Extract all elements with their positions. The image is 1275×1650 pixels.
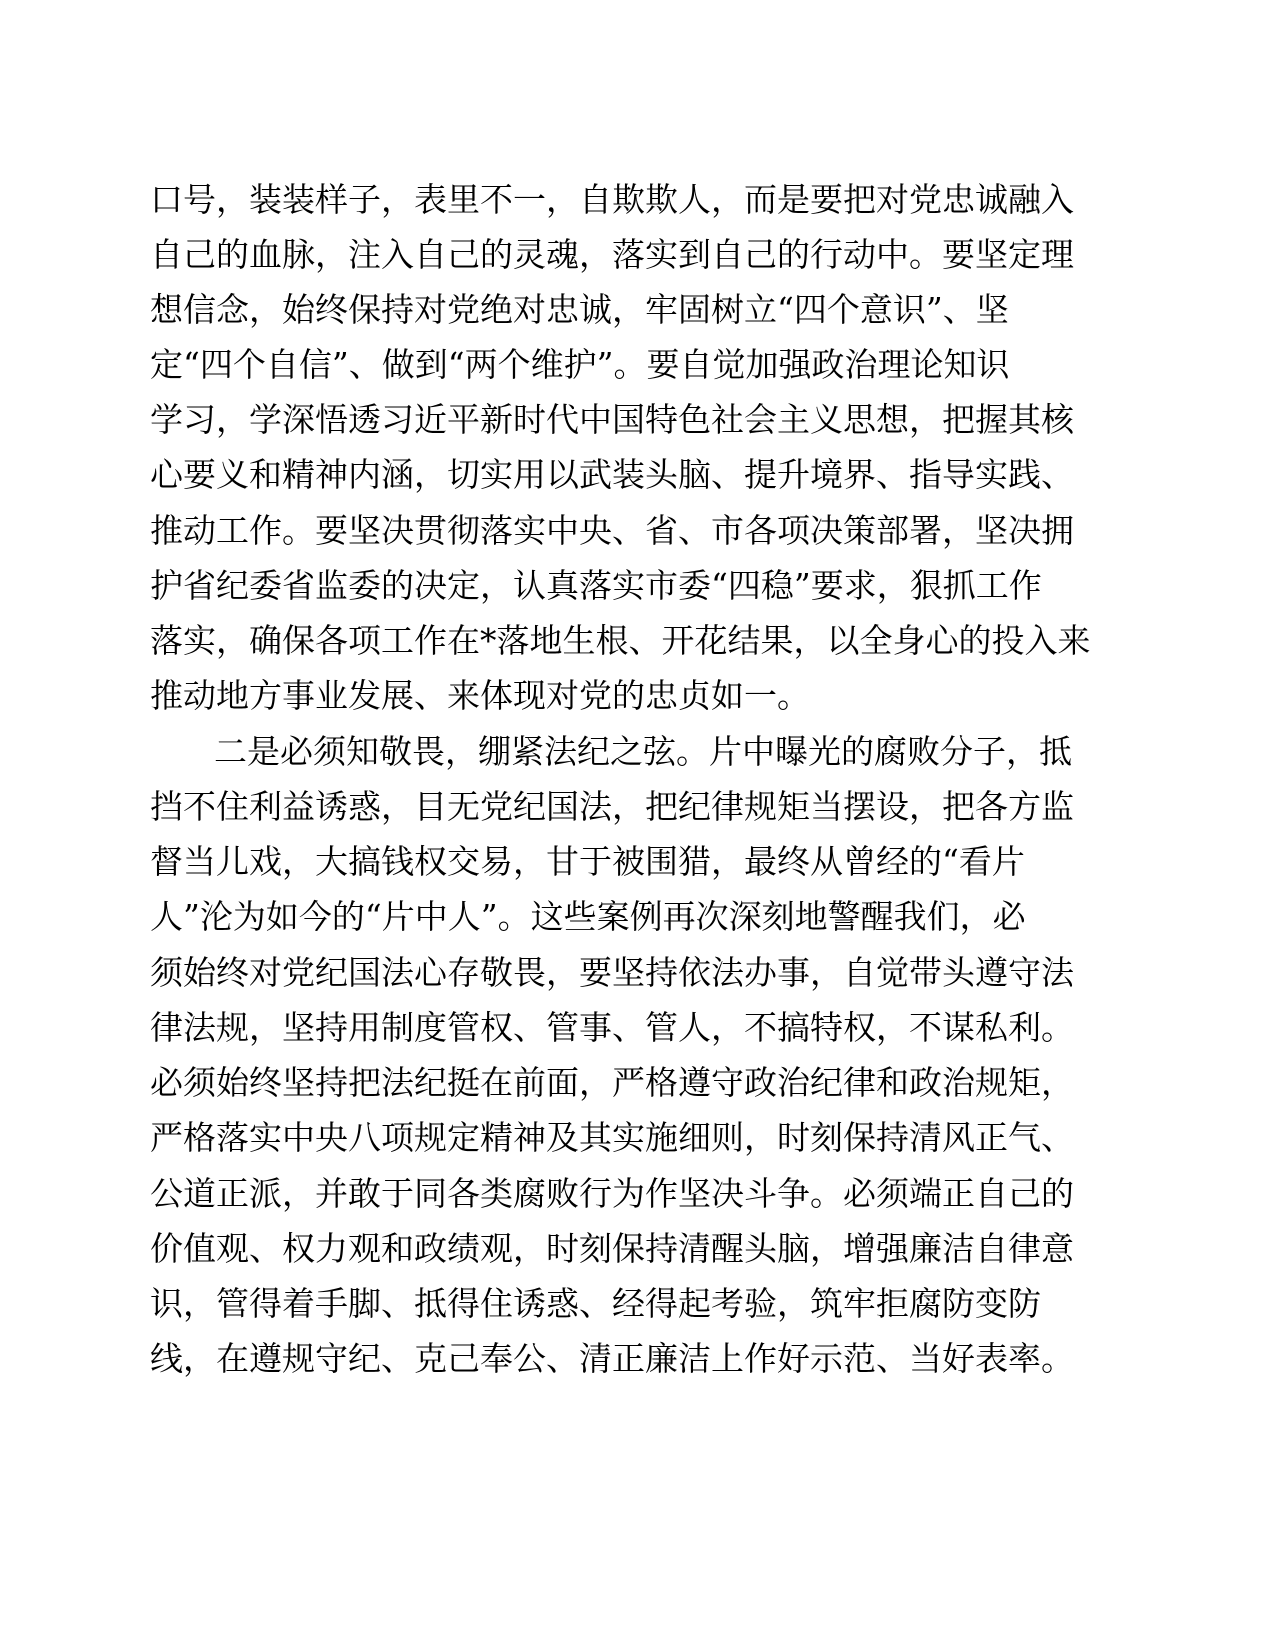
text-line: 心要义和精神内涵，切实用以武装头脑、提升境界、指导实践、 (150, 455, 1074, 494)
text-line: 推动地方事业发展、来体现对党的忠贞如一。 (150, 676, 810, 715)
text-line: 学习，学深悟透习近平新时代中国特色社会主义思想，把握其核 (150, 400, 1074, 439)
text-line: 口号，装装样子，表里不一，自欺欺人，而是要把对党忠诚融入 (150, 180, 1074, 219)
text-line: 公道正派，并敢于同各类腐败行为作坚决斗争。必须端正自己的 (150, 1174, 1074, 1213)
text-line: 必须始终坚持把法纪挺在前面，严格遵守政治纪律和政治规矩， (150, 1063, 1074, 1102)
text-line: 严格落实中央八项规定精神及其实施细则，时刻保持清风正气、 (150, 1118, 1074, 1157)
text-line: 识，管得着手脚、抵得住诱惑、经得起考验，筑牢拒腐防变防 (150, 1284, 1041, 1323)
text-line: 须始终对党纪国法心存敬畏，要坚持依法办事，自觉带头遵守法 (150, 953, 1074, 992)
text-line: 落实，确保各项工作在*落地生根、开花结果，以全身心的投入来 (150, 621, 1091, 660)
text-line: 想信念，始终保持对党绝对忠诚，牢固树立“四个意识”、坚 (150, 290, 1009, 329)
text-line: 护省纪委省监委的决定，认真落实市委“四稳”要求，狠抓工作 (150, 566, 1042, 605)
text-line: 自己的血脉，注入自己的灵魂，落实到自己的行动中。要坚定理 (150, 235, 1074, 274)
text-line: 二是必须知敬畏，绷紧法纪之弦。片中曝光的腐败分子，抵 (214, 732, 1072, 771)
text-line: 督当儿戏，大搞钱权交易，甘于被围猎，最终从曾经的“看片 (150, 842, 1025, 881)
text-line: 律法规，坚持用制度管权、管事、管人，不搞特权，不谋私利。 (150, 1008, 1074, 1047)
text-line: 定“四个自信”、做到“两个维护”。要自觉加强政治理论知识 (150, 345, 1010, 384)
text-line: 人”沦为如今的“片中人”。这些案例再次深刻地警醒我们，必 (150, 897, 1026, 936)
text-line: 推动工作。要坚决贯彻落实中央、省、市各项决策部署，坚决拥 (150, 511, 1074, 550)
text-line: 挡不住利益诱惑，目无党纪国法，把纪律规矩当摆设，把各方监 (150, 787, 1074, 826)
text-line: 线，在遵规守纪、克己奉公、清正廉洁上作好示范、当好表率。 (150, 1339, 1074, 1378)
text-line: 价值观、权力观和政绩观，时刻保持清醒头脑，增强廉洁自律意 (150, 1229, 1074, 1268)
